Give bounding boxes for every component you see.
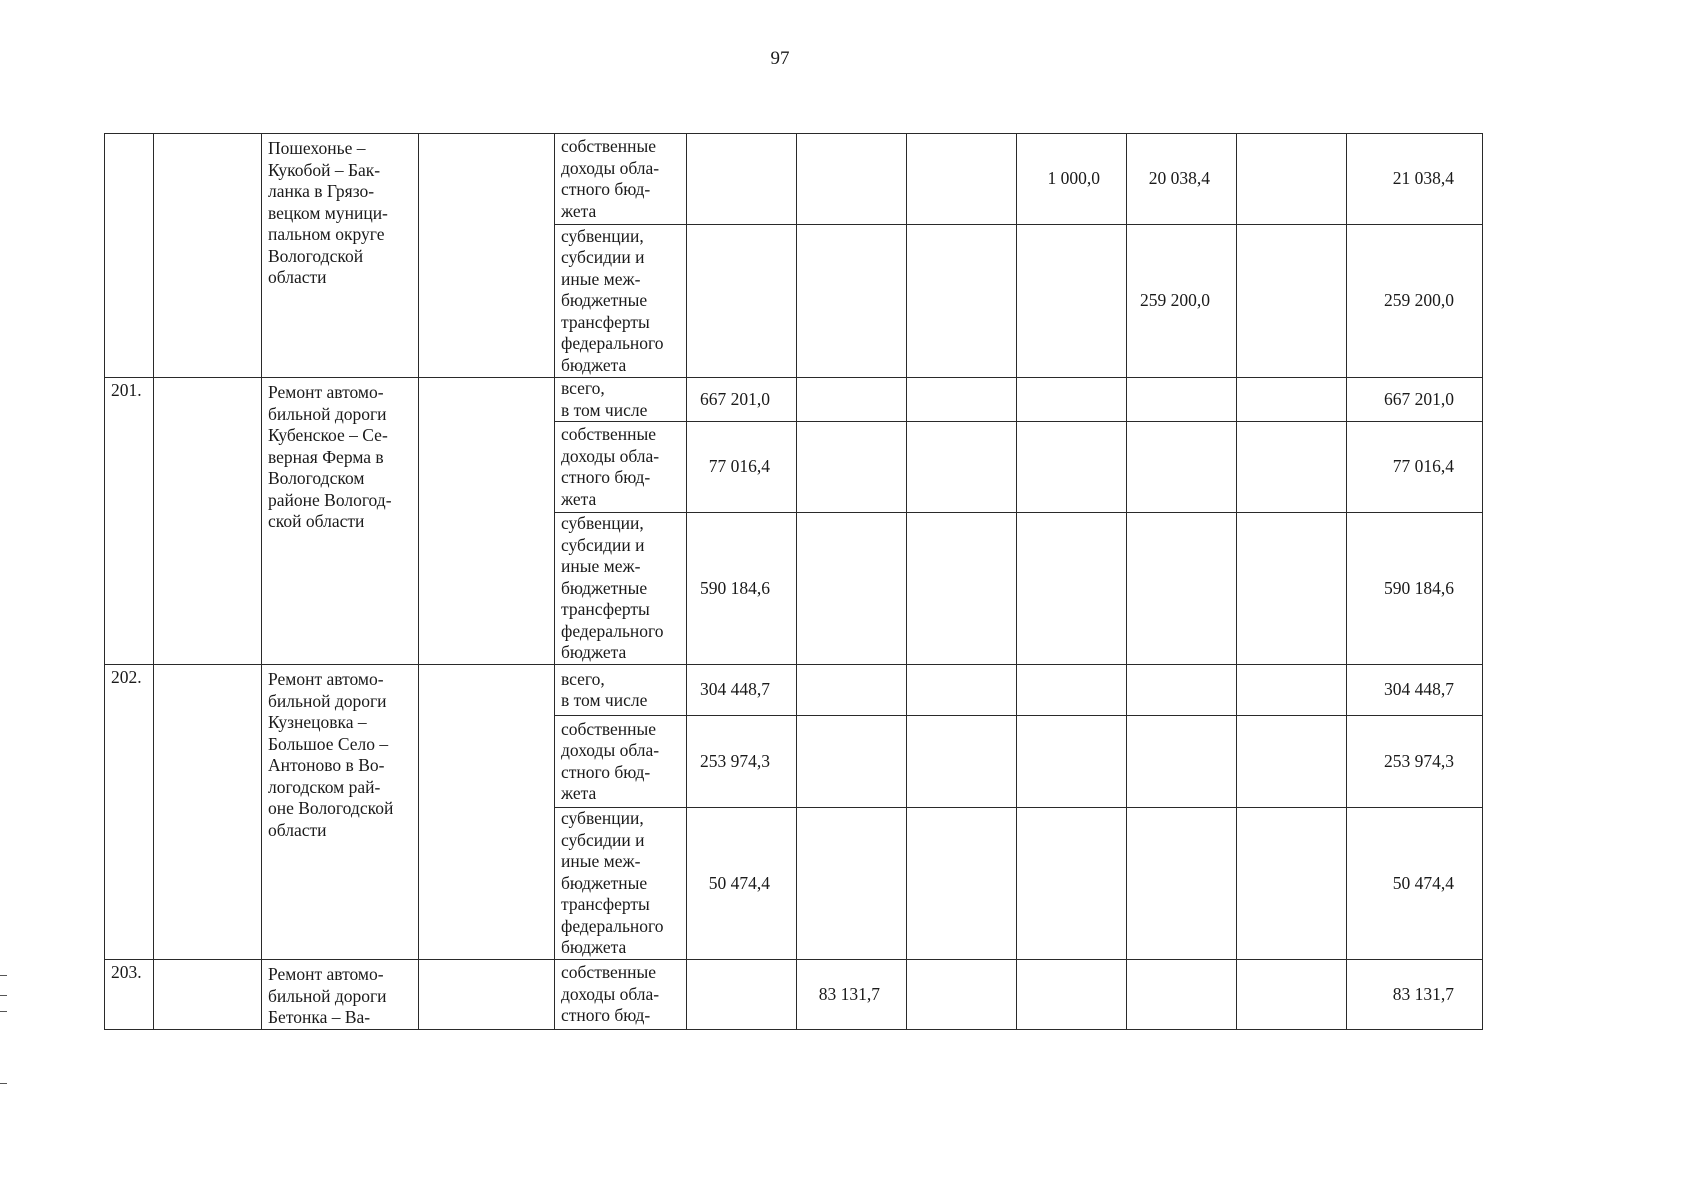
year-value-cell-4 — [1017, 422, 1127, 513]
year-value-cell-5 — [1127, 225, 1237, 378]
funding-source-cell — [555, 665, 687, 716]
object-name-cell-text: Ремонт автомо- бильной дороги Кузнецовка – Большое Село – Антоново в Во- логодском рай- оне Вологодской области — [268, 669, 394, 840]
year-value-cell-3 — [907, 422, 1017, 513]
table-row — [105, 960, 1483, 1030]
year-value-cell-2 — [797, 422, 907, 513]
year-value-cell-5 — [1127, 513, 1237, 665]
blank-cell — [419, 134, 555, 378]
year-value-cell-2 — [797, 716, 907, 808]
year-value-cell-1 — [687, 378, 797, 422]
year-value-cell-1 — [687, 513, 797, 665]
object-name-cell — [262, 134, 419, 378]
year-value-cell-5-text: 20 038,4 — [1148, 168, 1210, 189]
funding-source-cell-text: субвенции, субсидии и иные меж- бюджетные трансферты федерального бюджета — [561, 225, 664, 375]
year-value-cell-5 — [1127, 716, 1237, 808]
funding-source-cell — [555, 225, 687, 378]
year-value-cell-2 — [797, 665, 907, 716]
total-value-cell — [1347, 378, 1483, 422]
year-value-cell-3 — [907, 513, 1017, 665]
code-cell — [154, 665, 262, 960]
item-number-cell — [105, 134, 154, 378]
year-value-cell-1-text: 253 974,3 — [700, 750, 770, 771]
blank-cell — [419, 378, 555, 665]
total-value-cell-text: 21 038,4 — [1392, 168, 1454, 189]
code-cell — [154, 378, 262, 665]
year-value-cell-4 — [1017, 960, 1127, 1030]
item-number-cell — [105, 665, 154, 960]
table-row — [105, 665, 1483, 716]
scan-edge-mark — [0, 975, 7, 976]
total-value-cell — [1347, 422, 1483, 513]
item-number-cell — [105, 378, 154, 665]
year-value-cell-4 — [1017, 716, 1127, 808]
year-value-cell-2 — [797, 134, 907, 225]
object-name-cell-text: Ремонт автомо- бильной дороги Кубенское – Се- верная Ферма в Вологодском районе Вологод- ской области — [268, 382, 392, 531]
year-value-cell-6 — [1237, 225, 1347, 378]
year-value-cell-2 — [797, 378, 907, 422]
funding-source-cell-text: собственные доходы обла- стного бюд- жета — [561, 718, 660, 803]
year-value-cell-1-text: 77 016,4 — [708, 456, 770, 477]
total-value-cell-text: 667 201,0 — [1384, 388, 1454, 409]
funding-source-cell-text: субвенции, субсидии и иные меж- бюджетные трансферты федерального бюджета — [561, 808, 664, 958]
table-row — [105, 134, 1483, 225]
year-value-cell-1 — [687, 422, 797, 513]
blank-cell — [419, 665, 555, 960]
year-value-cell-4-text: 1 000,0 — [1047, 168, 1100, 189]
year-value-cell-1 — [687, 960, 797, 1030]
year-value-cell-2 — [797, 960, 907, 1030]
year-value-cell-3 — [907, 960, 1017, 1030]
object-name-cell — [262, 665, 419, 960]
total-value-cell — [1347, 808, 1483, 960]
year-value-cell-3 — [907, 808, 1017, 960]
total-value-cell-text: 83 131,7 — [1392, 983, 1454, 1004]
year-value-cell-1 — [687, 716, 797, 808]
scan-edge-mark — [0, 995, 7, 996]
year-value-cell-4 — [1017, 134, 1127, 225]
funding-source-cell — [555, 134, 687, 225]
year-value-cell-5 — [1127, 808, 1237, 960]
total-value-cell — [1347, 960, 1483, 1030]
year-value-cell-1 — [687, 808, 797, 960]
funding-source-cell — [555, 513, 687, 665]
year-value-cell-4 — [1017, 665, 1127, 716]
year-value-cell-1 — [687, 134, 797, 225]
year-value-cell-1 — [687, 225, 797, 378]
total-value-cell — [1347, 225, 1483, 378]
year-value-cell-4 — [1017, 808, 1127, 960]
total-value-cell-text: 77 016,4 — [1392, 456, 1454, 477]
item-number-cell — [105, 960, 154, 1030]
total-value-cell — [1347, 665, 1483, 716]
page-number: 97 — [770, 48, 790, 69]
total-value-cell-text: 590 184,6 — [1384, 577, 1454, 598]
scan-edge-mark — [0, 1083, 7, 1084]
total-value-cell-text: 50 474,4 — [1392, 872, 1454, 893]
year-value-cell-5-text: 259 200,0 — [1140, 290, 1210, 311]
total-value-cell — [1347, 513, 1483, 665]
year-value-cell-6 — [1237, 665, 1347, 716]
year-value-cell-4 — [1017, 225, 1127, 378]
year-value-cell-1-text: 304 448,7 — [700, 679, 770, 700]
item-number-cell-text: 202. — [111, 667, 142, 687]
funding-source-cell — [555, 422, 687, 513]
funding-source-cell — [555, 808, 687, 960]
object-name-cell — [262, 960, 419, 1030]
funding-source-cell — [555, 378, 687, 422]
year-value-cell-3 — [907, 225, 1017, 378]
total-value-cell — [1347, 134, 1483, 225]
year-value-cell-1-text: 667 201,0 — [700, 388, 770, 409]
year-value-cell-4 — [1017, 378, 1127, 422]
funding-source-cell-text: всего, в том числе — [561, 378, 648, 420]
funding-source-cell — [555, 716, 687, 808]
total-value-cell — [1347, 716, 1483, 808]
year-value-cell-6 — [1237, 960, 1347, 1030]
funding-source-cell-text: всего, в том числе — [561, 668, 648, 710]
year-value-cell-2 — [797, 513, 907, 665]
code-cell — [154, 134, 262, 378]
year-value-cell-5 — [1127, 134, 1237, 225]
year-value-cell-6 — [1237, 422, 1347, 513]
funding-source-cell-text: собственные доходы обла- стного бюд- жета — [561, 424, 660, 509]
total-value-cell-text: 253 974,3 — [1384, 750, 1454, 771]
table-row — [105, 378, 1483, 422]
year-value-cell-5 — [1127, 960, 1237, 1030]
total-value-cell-text: 304 448,7 — [1384, 679, 1454, 700]
scan-edge-mark — [0, 1011, 7, 1012]
object-name-cell-text: Ремонт автомо- бильной дороги Бетонка – Ва- — [268, 964, 387, 1027]
year-value-cell-6 — [1237, 716, 1347, 808]
blank-cell — [419, 960, 555, 1030]
year-value-cell-6 — [1237, 378, 1347, 422]
year-value-cell-6 — [1237, 808, 1347, 960]
year-value-cell-5 — [1127, 378, 1237, 422]
item-number-cell-text: 201. — [111, 380, 142, 400]
object-name-cell-text: Пошехонье – Кукобой – Бак- ланка в Грязо- вецком муници- пальном округе Вологодской области — [268, 138, 388, 287]
year-value-cell-5 — [1127, 422, 1237, 513]
year-value-cell-5 — [1127, 665, 1237, 716]
year-value-cell-6 — [1237, 513, 1347, 665]
year-value-cell-3 — [907, 378, 1017, 422]
funding-source-cell-text: собственные доходы обла- стного бюд- жета — [561, 136, 660, 221]
year-value-cell-1 — [687, 665, 797, 716]
budget-table — [104, 133, 1483, 1030]
year-value-cell-1-text: 50 474,4 — [708, 872, 770, 893]
code-cell — [154, 960, 262, 1030]
year-value-cell-1-text: 590 184,6 — [700, 577, 770, 598]
funding-source-cell-text: собственные доходы обла- стного бюд- — [561, 962, 660, 1025]
year-value-cell-3 — [907, 665, 1017, 716]
year-value-cell-2-text: 83 131,7 — [818, 983, 880, 1004]
year-value-cell-3 — [907, 716, 1017, 808]
year-value-cell-2 — [797, 225, 907, 378]
funding-source-cell-text: субвенции, субсидии и иные меж- бюджетные трансферты федерального бюджета — [561, 513, 664, 663]
item-number-cell-text: 203. — [111, 962, 142, 982]
object-name-cell — [262, 378, 419, 665]
funding-source-cell — [555, 960, 687, 1030]
year-value-cell-2 — [797, 808, 907, 960]
year-value-cell-6 — [1237, 134, 1347, 225]
year-value-cell-3 — [907, 134, 1017, 225]
total-value-cell-text: 259 200,0 — [1384, 290, 1454, 311]
year-value-cell-4 — [1017, 513, 1127, 665]
